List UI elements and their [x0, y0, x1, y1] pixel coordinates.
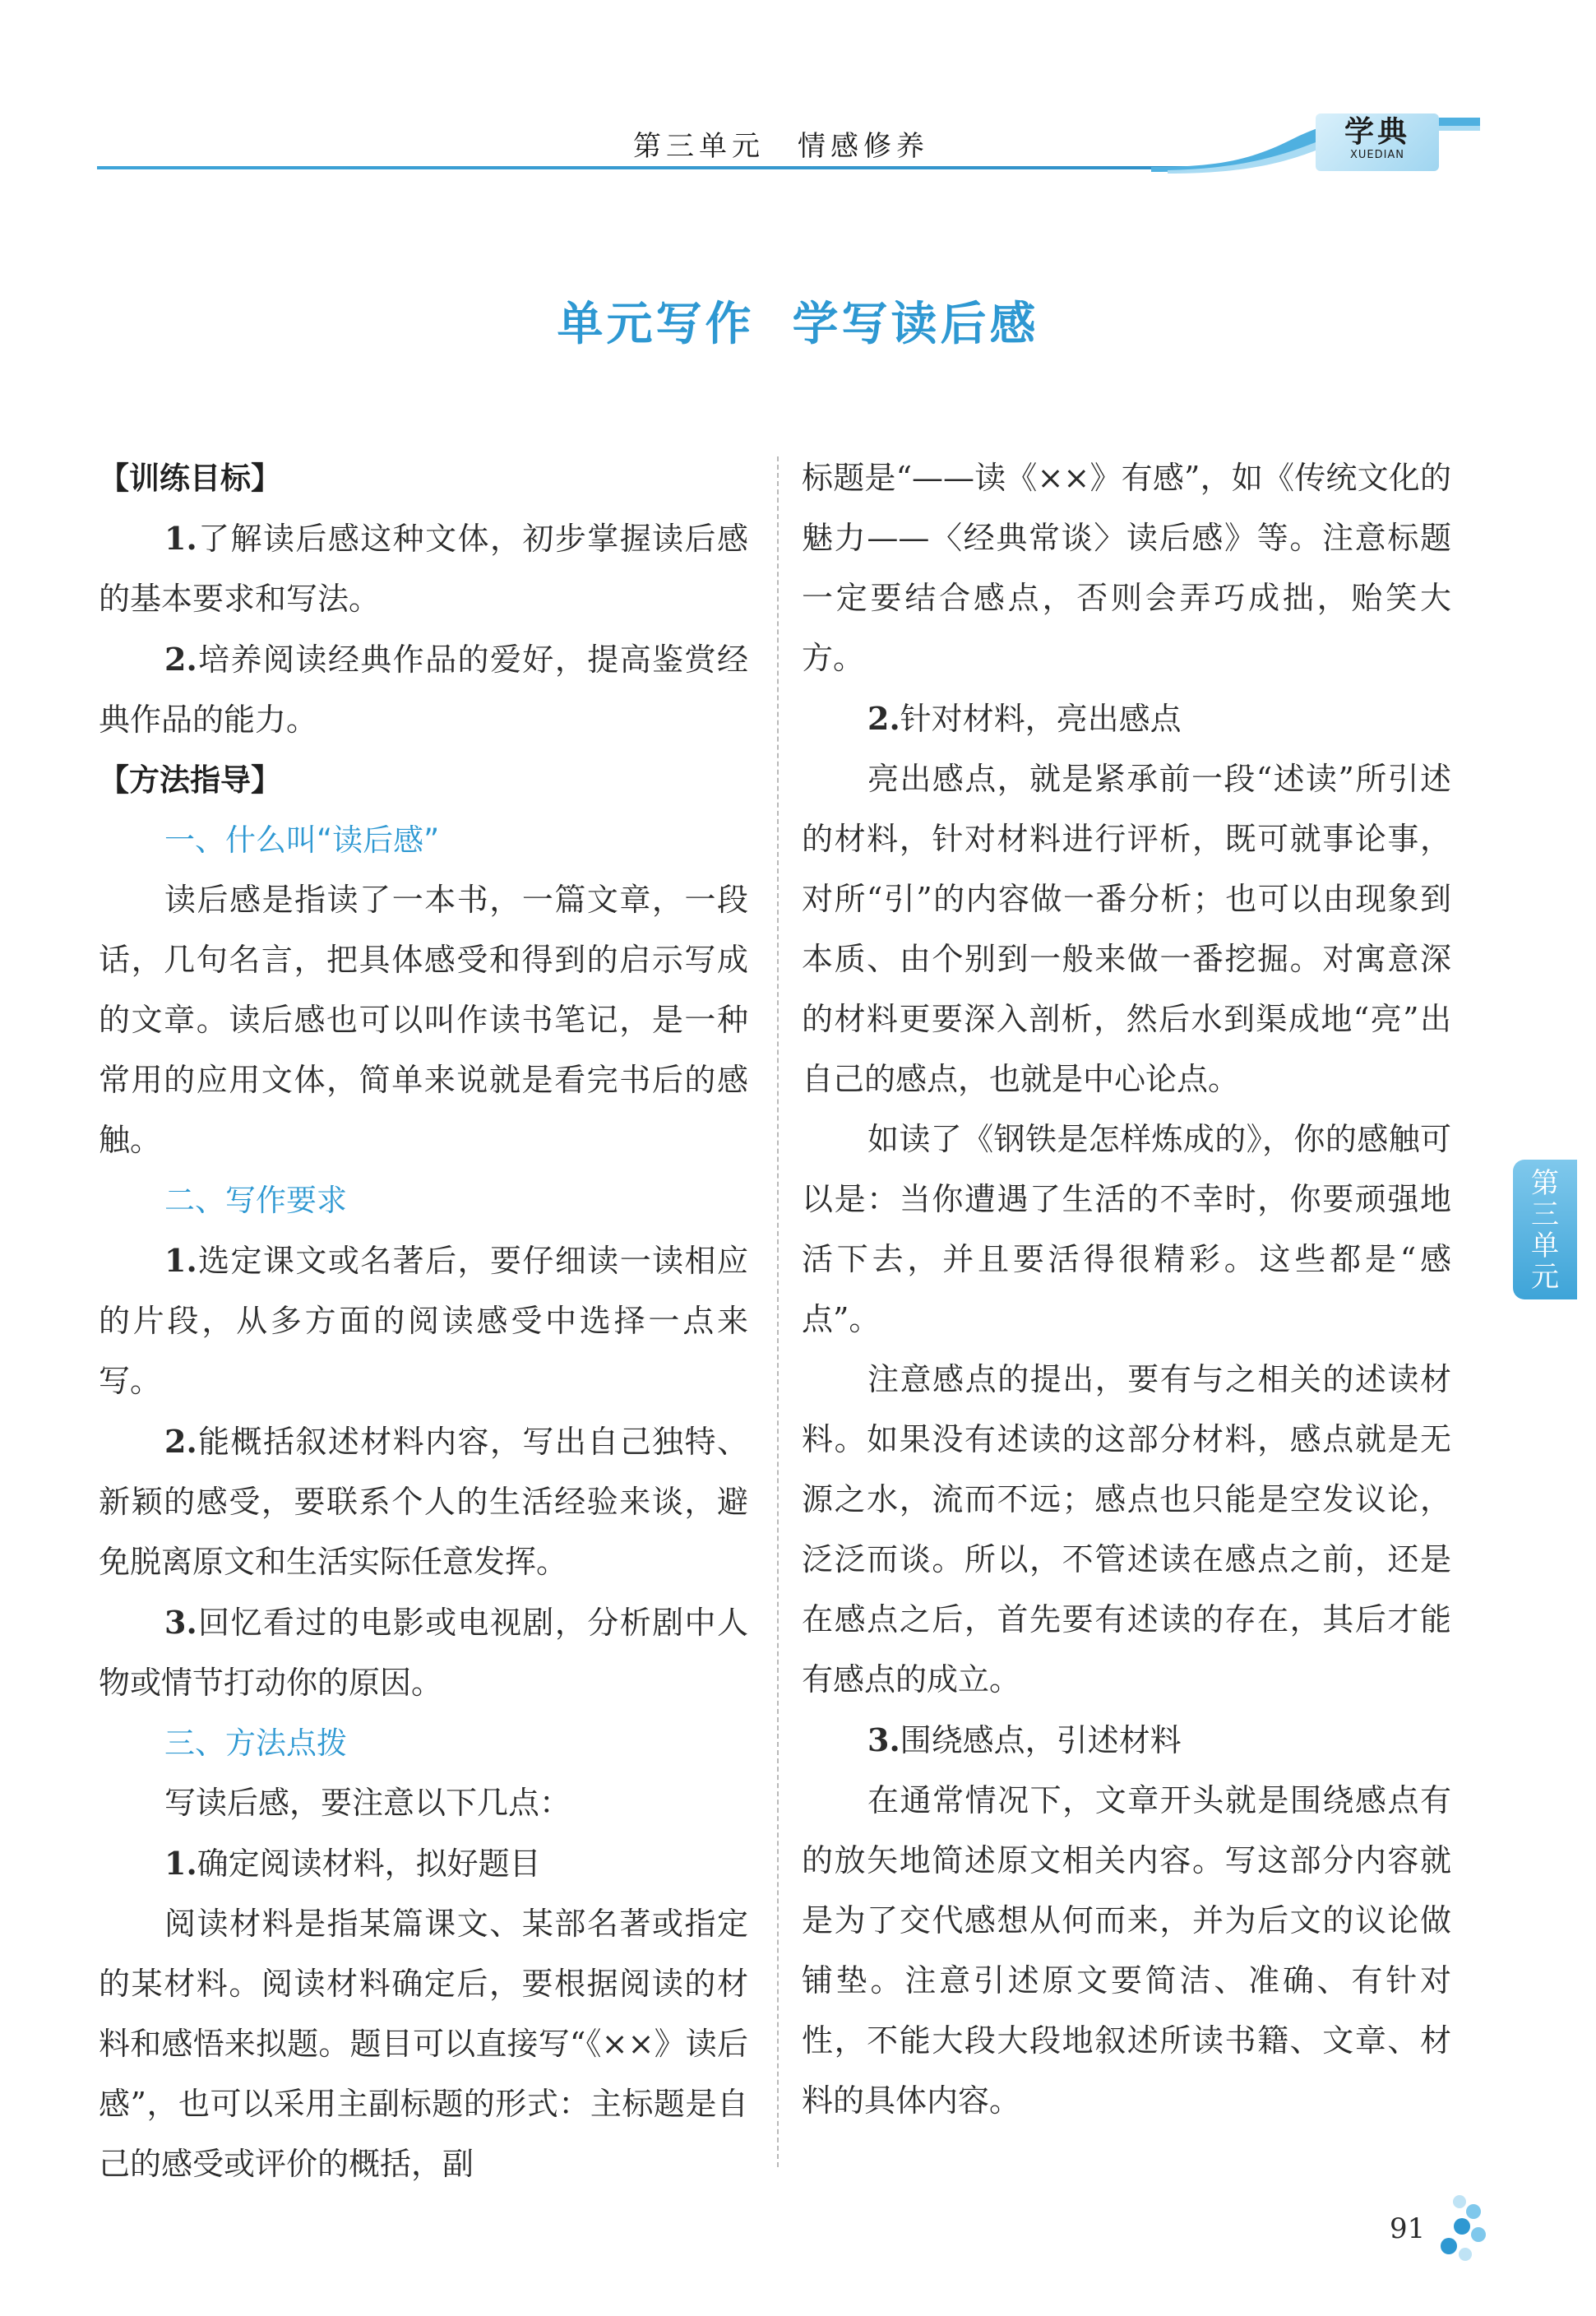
training-goal-heading: 【训练目标】 [99, 461, 281, 496]
unit-side-tab [1513, 1160, 1577, 1299]
left-column [99, 448, 748, 2194]
method-guide-heading: 【方法指导】 [99, 762, 281, 798]
point-3-text: 在通常情况下，文章开头就是围绕感点有的放矢地简述原文相关内容。写这部分内容就是为了交代感想从何而来，并为后文的议论做铺垫。注意引述原文要简洁、准确、有针对性，不能大段大段地叙述所读书籍、文章、材料的具体内容。 [802, 1782, 1451, 2119]
req-3-number: 3. [164, 1604, 197, 1641]
point-1-text: 阅读材料是指某篇课文、某部名著或指定的某材料。阅读材料确定后，要根据阅读的材料和感悟来拟题。题目可以直接写“《××》读后感”，也可以采用主副标题的形式：主标题是自己的感受或评价的概括，副 [99, 1906, 748, 2182]
title-part2: 学写读后感 [792, 297, 1039, 351]
req-1-number: 1. [164, 1242, 197, 1279]
logo-english: XUEDIAN [1349, 149, 1405, 161]
point-2-paragraph-1: 亮出感点，就是紧承前一段“述读”所引述的材料，针对材料进行评析，既可就事论事，对所“引”的内容做一番分析；也可以由现象到本质、由个别到一般来做一番挖掘。对寓意深的材料更要深入剖析，然后水到渠成地“亮”出自己的感点，也就是中心论点。 [802, 761, 1451, 1097]
goal-item-2 [99, 629, 748, 750]
page-number-dots-decoration [1414, 2192, 1488, 2282]
page-number: 91 [1390, 2212, 1426, 2245]
column-divider [777, 456, 779, 2167]
logo-chinese: 学典 [1344, 114, 1410, 149]
header-theme: 情感修养 [798, 130, 929, 163]
requirement-1 [99, 1230, 748, 1411]
side-tab-char: 第 [1531, 1167, 1559, 1200]
point-2-paragraph-2: 如读了《钢铁是怎样炼成的》，你的感触可以是：当你遭遇了生活的不幸时，你要顽强地活下去，并且要活得很精彩。这些都是“感点”。 [802, 1121, 1451, 1337]
section-1-text: 读后感是指读了一本书，一篇文章，一段话，几句名言，把具体感受和得到的启示写成的文章。读后感也可以叫作读书笔记，是一种常用的应用文体，简单来说就是看完书后的感触。 [99, 882, 748, 1158]
page-header [0, 0, 1596, 189]
goal-item-1 [99, 508, 748, 629]
header-caption [633, 123, 962, 164]
section-2-heading: 二、写作要求 [164, 1183, 347, 1218]
point-3-heading [802, 1710, 1451, 1771]
point-2-title: 针对材料，亮出感点 [900, 701, 1182, 737]
point-3-number: 3. [867, 1721, 900, 1758]
requirement-2 [99, 1411, 748, 1592]
title-part1: 单元写作 [557, 297, 755, 351]
point-1-number: 1. [164, 1845, 197, 1882]
side-tab-char: 三 [1531, 1198, 1559, 1231]
section-3-heading: 三、方法点拨 [164, 1725, 347, 1761]
goal-2-text: 培养阅读经典作品的爱好，提高鉴赏经典作品的能力。 [99, 642, 748, 738]
goal-2-number: 2. [164, 641, 197, 678]
right-column [802, 448, 1451, 2131]
req-2-number: 2. [164, 1423, 197, 1460]
point-1-heading [99, 1833, 748, 1894]
req-2-text: 能概括叙述材料内容，写出自己独特、新颖的感受，要联系个人的生活经验来谈，避免脱离原文和生活实际任意发挥。 [99, 1424, 748, 1580]
section-1-heading: 一、什么叫“读后感” [164, 822, 440, 858]
req-1-text: 选定课文或名著后，要仔细读一读相应的片段，从多方面的阅读感受中选择一点来写。 [99, 1243, 748, 1399]
header-rule [97, 166, 1232, 169]
section-3-intro: 写读后感，要注意以下几点： [164, 1785, 571, 1821]
point-3-title: 围绕感点，引述材料 [900, 1722, 1182, 1758]
goal-1-text: 了解读后感这种文体，初步掌握读后感的基本要求和写法。 [99, 521, 748, 617]
requirement-3 [99, 1592, 748, 1713]
header-unit: 第三单元 [633, 130, 765, 163]
page-title [0, 288, 1596, 354]
xuedian-logo [1316, 113, 1439, 171]
point-2-heading [802, 688, 1451, 749]
point-1-continued: 标题是“——读《××》有感”，如《传统文化的魅力——〈经典常谈〉读后感》等。注意标题一定要结合感点，否则会弄巧成拙，贻笑大方。 [802, 460, 1451, 676]
side-tab-char: 元 [1531, 1261, 1559, 1294]
point-1-title: 确定阅读材料，拟好题目 [197, 1846, 541, 1882]
req-3-text: 回忆看过的电影或电视剧，分析剧中人物或情节打动你的原因。 [99, 1605, 748, 1701]
point-2-number: 2. [867, 700, 900, 737]
goal-1-number: 1. [164, 520, 197, 557]
side-tab-char: 单 [1531, 1230, 1559, 1262]
point-2-paragraph-3: 注意感点的提出，要有与之相关的述读材料。如果没有述读的这部分材料，感点就是无源之水，流而不远；感点也只能是空发议论，泛泛而谈。所以，不管述读在感点之前，还是在感点之后，首先要有述读的存在，其后才能有感点的成立。 [802, 1361, 1451, 1698]
